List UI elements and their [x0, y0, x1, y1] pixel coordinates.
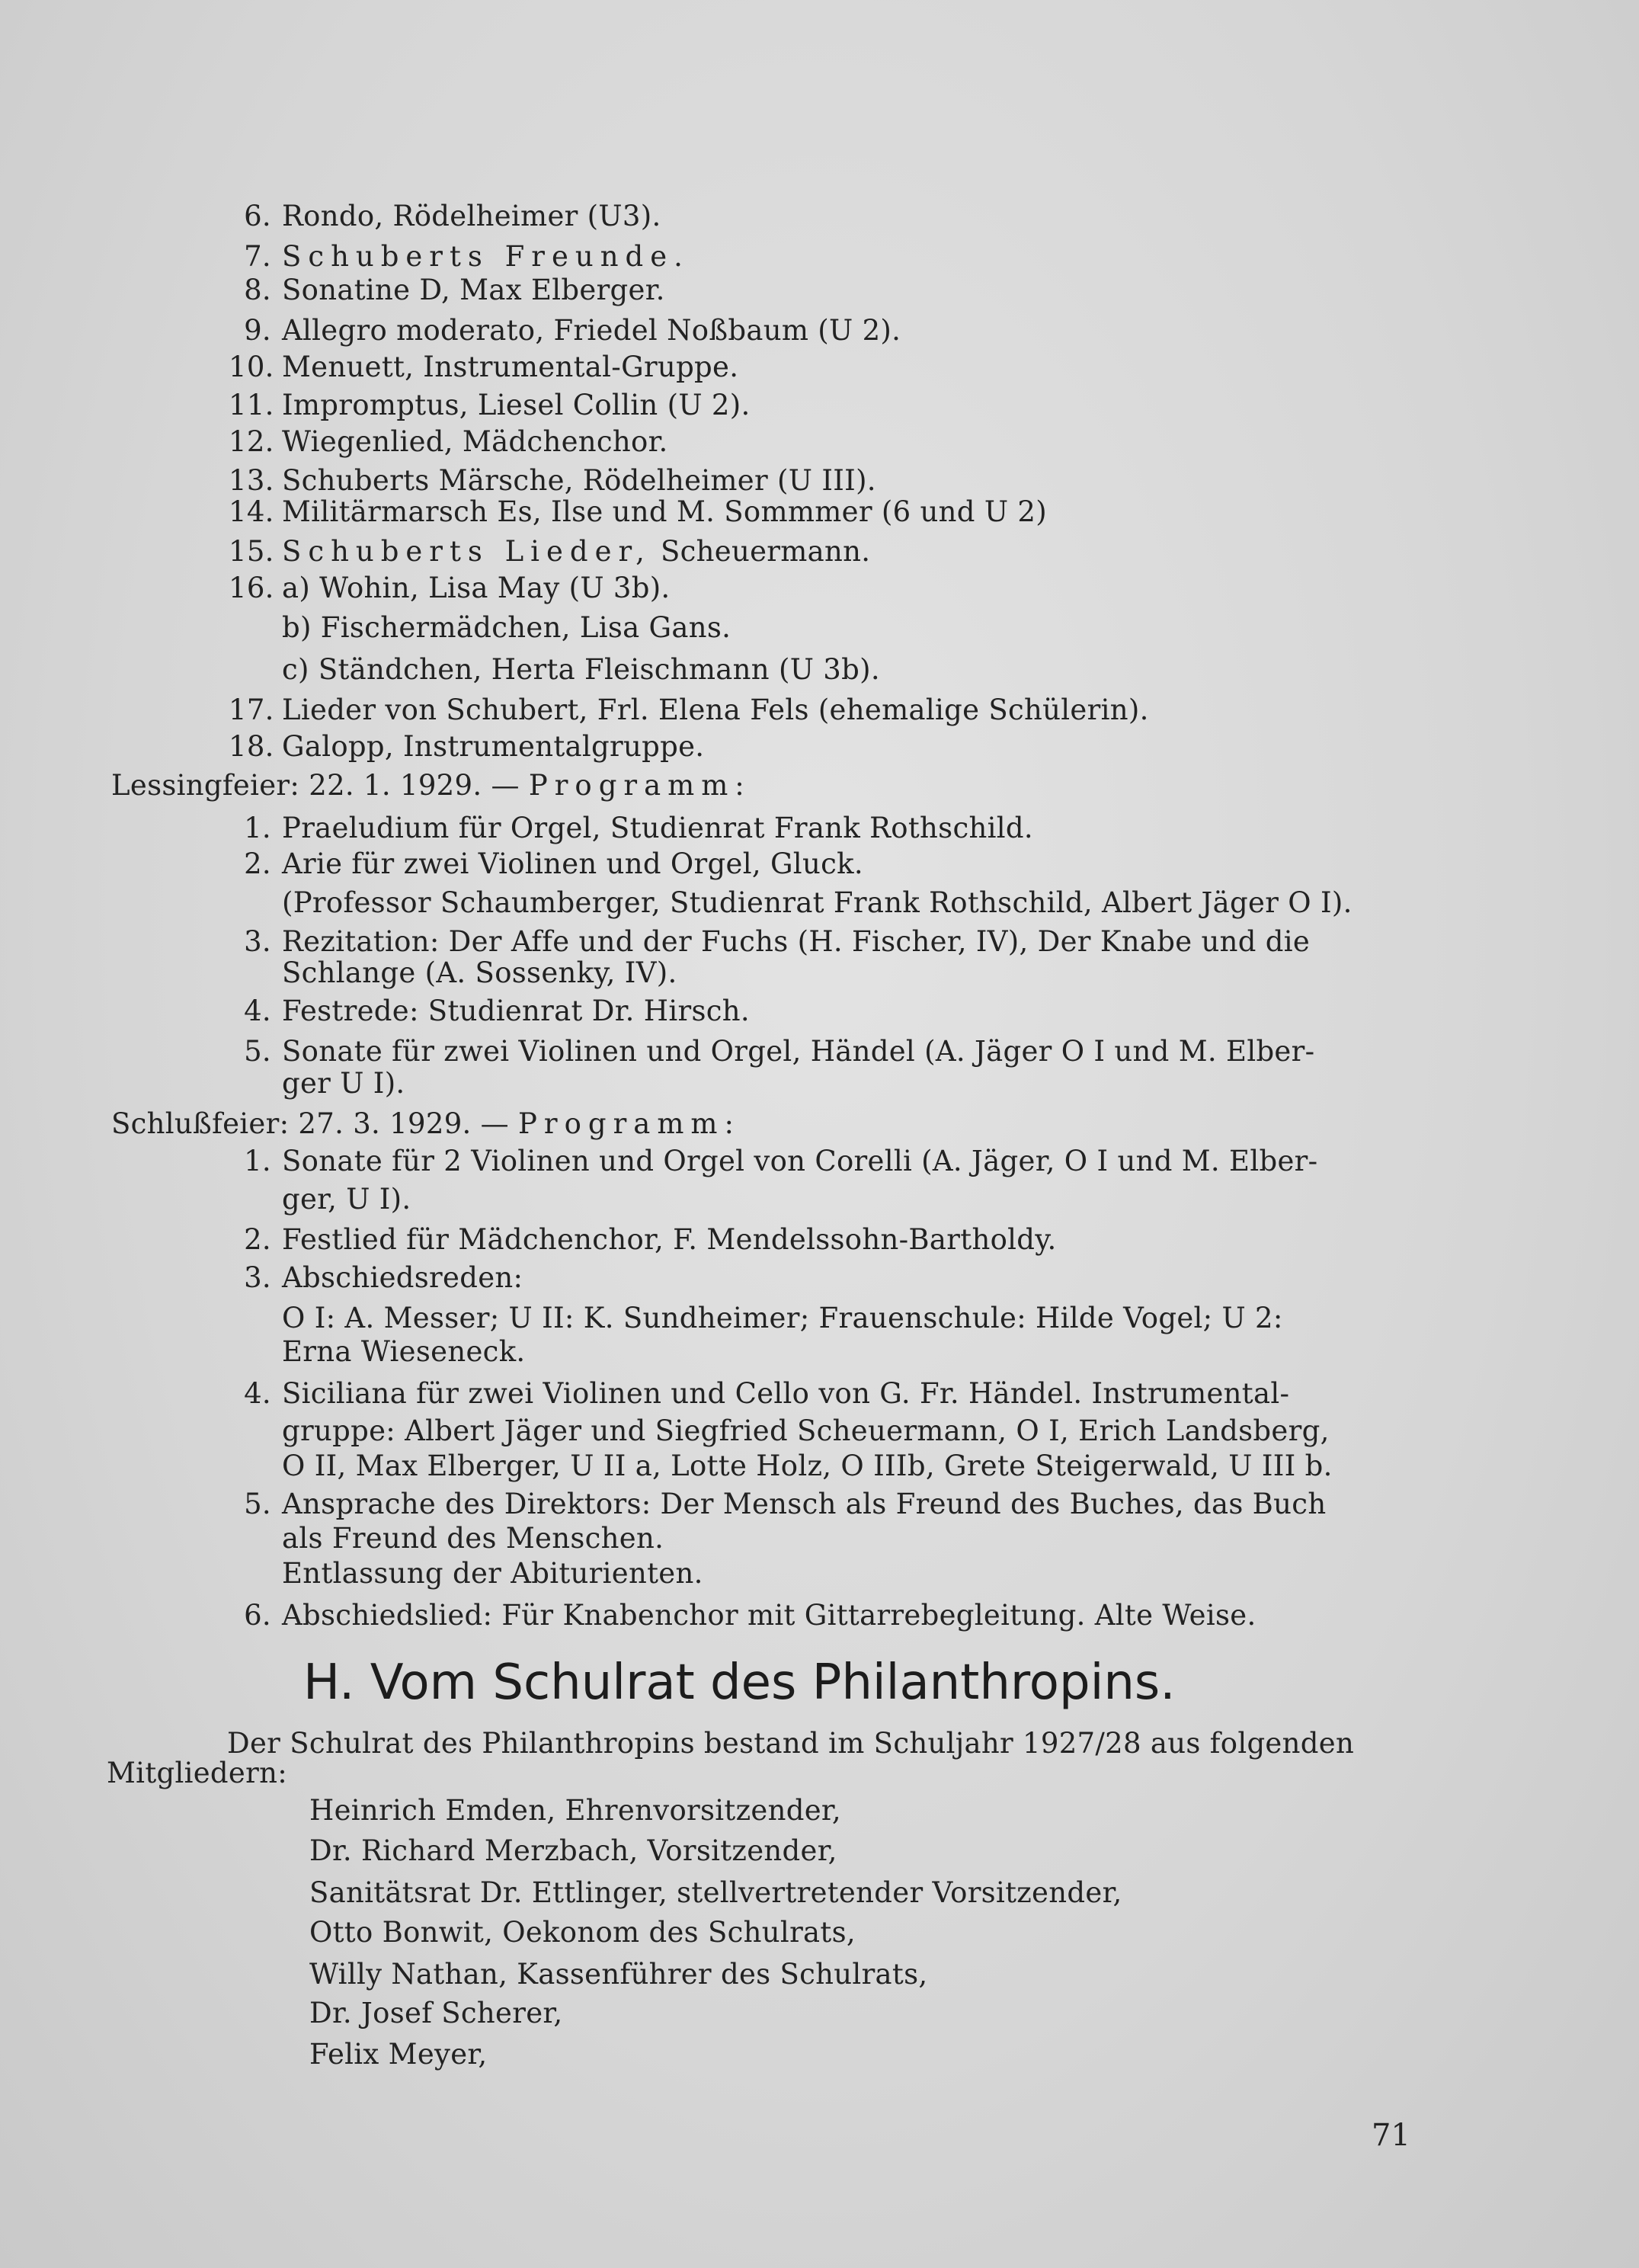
- list-item: 1. Sonate für 2 Violinen und Orgel von Corelli (A. Jäger, O I und M. Elber-: [244, 1145, 1318, 1177]
- list-item: Schlange (A. Sossenky, IV).: [282, 956, 677, 989]
- intro-text: Der Schulrat des Philanthropins bestand im Schuljahr 1927/28 aus folgenden: [227, 1727, 1355, 1760]
- section-heading-schlussfeier: Schlußfeier: 27. 3. 1929. — Programm:: [111, 1107, 741, 1140]
- list-item: 7. Schuberts Freunde.: [244, 240, 690, 273]
- list-item: 2. Festlied für Mädchenchor, F. Mendelssohn-Bartholdy.: [244, 1223, 1057, 1256]
- section-title: H. Vom Schulrat des Philanthropins.: [303, 1655, 1176, 1711]
- list-item: O II, Max Elberger, U II a, Lotte Holz, O IIIb, Grete Steigerwald, U III b.: [282, 1450, 1333, 1482]
- list-item: 1. Praeludium für Orgel, Studienrat Frank Rothschild.: [244, 812, 1033, 844]
- intro-text: Mitgliedern:: [107, 1757, 287, 1789]
- list-item: (Professor Schaumberger, Studienrat Frank Rothschild, Albert Jäger O I).: [282, 886, 1352, 919]
- list-item: c) Ständchen, Herta Fleischmann (U 3b).: [282, 653, 880, 686]
- list-item: 18. Galopp, Instrumentalgruppe.: [229, 730, 705, 763]
- list-item: 17. Lieder von Schubert, Frl. Elena Fels (ehemalige Schülerin).: [229, 694, 1149, 726]
- list-item: 4. Festrede: Studienrat Dr. Hirsch.: [244, 995, 750, 1027]
- member-item: Otto Bonwit, Oekonom des Schulrats,: [309, 1916, 856, 1949]
- list-item: 12. Wiegenlied, Mädchenchor.: [229, 425, 668, 458]
- list-item: 6. Abschiedslied: Für Knabenchor mit Gittarrebegleitung. Alte Weise.: [244, 1599, 1256, 1632]
- member-item: Willy Nathan, Kassenführer des Schulrats,: [309, 1958, 928, 1991]
- list-item: 10. Menuett, Instrumental-Gruppe.: [229, 351, 739, 383]
- list-item: 16. a) Wohin, Lisa May (U 3b).: [229, 572, 671, 604]
- list-item: Entlassung der Abiturienten.: [282, 1557, 703, 1590]
- list-item: 15. Schuberts Lieder, Scheuermann.: [229, 535, 871, 568]
- member-item: Felix Meyer,: [309, 2038, 488, 2071]
- list-item: Erna Wieseneck.: [282, 1335, 526, 1368]
- list-item: 11. Impromptus, Liesel Collin (U 2).: [229, 389, 751, 421]
- list-item: 2. Arie für zwei Violinen und Orgel, Gluck.: [244, 847, 863, 880]
- member-item: Dr. Josef Scherer,: [309, 1997, 563, 2029]
- list-item: ger U I).: [282, 1067, 405, 1100]
- list-item: 6. Rondo, Rödelheimer (U3).: [244, 200, 661, 232]
- list-item: 9. Allegro moderato, Friedel Noßbaum (U 2).: [244, 314, 901, 347]
- list-item: als Freund des Menschen.: [282, 1522, 664, 1555]
- list-item: b) Fischermädchen, Lisa Gans.: [282, 611, 731, 644]
- list-item: ger, U I).: [282, 1183, 411, 1216]
- member-item: Dr. Richard Merzbach, Vorsitzender,: [309, 1834, 837, 1867]
- list-item: 3. Abschiedsreden:: [244, 1261, 523, 1294]
- list-item: 5. Sonate für zwei Violinen und Orgel, Händel (A. Jäger O I und M. Elber-: [244, 1035, 1315, 1068]
- list-item: 4. Siciliana für zwei Violinen und Cello von G. Fr. Händel. Instrumental-: [244, 1377, 1290, 1410]
- section-heading-lessingfeier: Lessingfeier: 22. 1. 1929. — Programm:: [111, 769, 751, 802]
- list-item: gruppe: Albert Jäger und Siegfried Scheuermann, O I, Erich Landsberg,: [282, 1414, 1330, 1447]
- list-item: 13. Schuberts Märsche, Rödelheimer (U III).: [229, 464, 876, 497]
- list-item: 14. Militärmarsch Es, Ilse und M. Sommmer (6 und U 2): [229, 495, 1047, 528]
- page-number: 71: [1372, 2118, 1410, 2153]
- member-item: Heinrich Emden, Ehrenvorsitzender,: [309, 1794, 841, 1827]
- member-item: Sanitätsrat Dr. Ettlinger, stellvertretender Vorsitzender,: [309, 1876, 1122, 1909]
- list-item: O I: A. Messer; U II: K. Sundheimer; Frauenschule: Hilde Vogel; U 2:: [282, 1302, 1283, 1334]
- list-item: 8. Sonatine D, Max Elberger.: [244, 274, 665, 306]
- list-item: 5. Ansprache des Direktors: Der Mensch als Freund des Buches, das Buch: [244, 1488, 1327, 1520]
- list-item: 3. Rezitation: Der Affe und der Fuchs (H. Fischer, IV), Der Knabe und die: [244, 925, 1311, 958]
